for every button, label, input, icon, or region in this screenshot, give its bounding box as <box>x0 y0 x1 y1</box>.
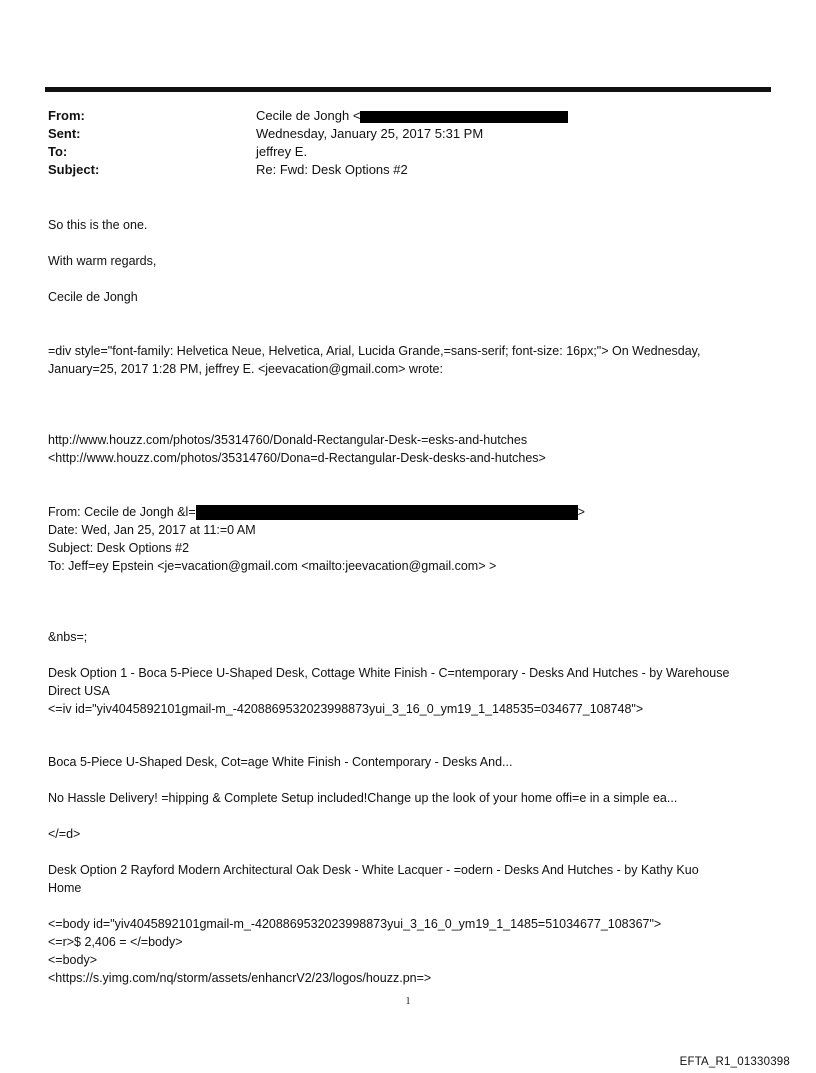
body-line: Home <box>48 881 82 895</box>
to-value: jeffrey E. <box>256 144 308 159</box>
body-line-forward-from <box>48 503 585 521</box>
body-line: Direct USA <box>48 684 110 698</box>
from-value <box>256 107 568 125</box>
from-label: From: <box>48 108 85 123</box>
body-line: Cecile de Jongh <box>48 290 138 304</box>
body-line: =div style="font-family: Helvetica Neue, Helvetica, Arial, Lucida Grande,=sans-serif; font-size: 16px;"> On Wednesday, <box>48 344 701 358</box>
body-line: Subject: Desk Options #2 <box>48 541 190 555</box>
body-line: No Hassle Delivery! =hipping & Complete Setup included!Change up the look of your home offi=e in a simple ea... <box>48 791 678 805</box>
body-line: Desk Option 1 - Boca 5-Piece U-Shaped Desk, Cottage White Finish - C=ntemporary - Desks And Hutches - by Warehouse <box>48 666 730 680</box>
body-line: http://www.houzz.com/photos/35314760/Donald-Rectangular-Desk-=esks-and-hutches <box>48 433 528 447</box>
body-line: <=iv id="yiv4045892101gmail-m_-4208869532023998873yui_3_16_0_ym19_1_148535=034677_108748"> <box>48 702 644 716</box>
body-line: Desk Option 2 Rayford Modern Architectural Oak Desk - White Lacquer - =odern - Desks And Hutches - by Kathy Kuo <box>48 863 699 877</box>
body-line: <http://www.houzz.com/photos/35314760/Dona=d-Rectangular-Desk-desks-and-hutches> <box>48 451 546 465</box>
body-line: </=d> <box>48 827 81 841</box>
to-label: To: <box>48 144 68 159</box>
body-line: <=body> <box>48 953 98 967</box>
body-line: To: Jeff=ey Epstein <je=vacation@gmail.com <mailto:jeevacation@gmail.com> > <box>48 559 497 573</box>
sent-value: Wednesday, January 25, 2017 5:31 PM <box>256 126 484 141</box>
page-number: 1 <box>405 996 411 1007</box>
body-line: <=r>$ 2,406 = </=body> <box>48 935 183 949</box>
body-line: <https://s.yimg.com/nq/storm/assets/enhancrV2/23/logos/houzz.pn=> <box>48 971 432 985</box>
body-line: <=body id="yiv4045892101gmail-m_-4208869532023998873yui_3_16_0_ym19_1_1485=51034677_108367"> <box>48 917 662 931</box>
subject-value: Re: Fwd: Desk Options #2 <box>256 162 408 177</box>
body-line: Date: Wed, Jan 25, 2017 at 11:=0 AM <box>48 523 256 537</box>
forward-from-text: From: Cecile de Jongh &l= <box>48 505 196 519</box>
forward-from-tail: > <box>577 505 585 519</box>
body-line: So this is the one. <box>48 218 148 232</box>
body-line: Boca 5-Piece U-Shaped Desk, Cot=age White Finish - Contemporary - Desks And... <box>48 755 513 769</box>
body-line: With warm regards, <box>48 254 157 268</box>
header-rule <box>45 87 771 92</box>
body-line: January=25, 2017 1:28 PM, jeffrey E. <jeevacation@gmail.com> wrote: <box>48 362 443 376</box>
redaction-bar <box>196 505 578 520</box>
redaction-bar <box>360 111 568 123</box>
document-id: EFTA_R1_01330398 <box>679 1056 790 1068</box>
subject-label: Subject: <box>48 162 100 177</box>
sent-label: Sent: <box>48 126 81 141</box>
body-line: &nbs=; <box>48 630 88 644</box>
from-name: Cecile de Jongh < <box>256 108 361 123</box>
